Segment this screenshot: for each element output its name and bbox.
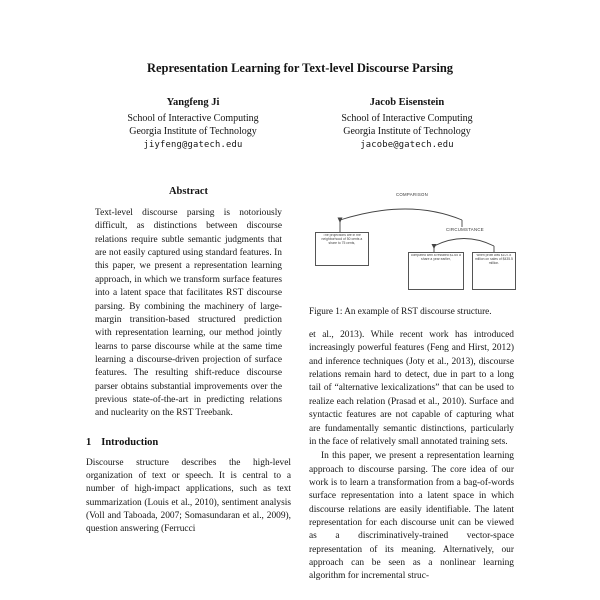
abstract-text: Text-level discourse parsing is notoriously difficult, as distinctions between discourse relations require subtle semantic judgments that are not easily captured using standard features. In this paper, we present a representation learning approach, in which we transform surface features into a latent space that facilitates RST discourse parsing. By combining the machinery of large-margin transition-based structured prediction with representation learning, our method jointly learns to parse discourse while at the same time learning a discourse-driven projection of surface features. The resulting shift-reduce discourse parser obtains substantial improvements over the previous state-of-the-art in predicting relations and nuclearity on the RST Treebank. (95, 208, 282, 419)
two-column-body (86, 178, 514, 584)
author-affiliation: School of Interactive Computing (341, 113, 473, 125)
right-column (309, 178, 514, 584)
author-affiliation: Georgia Institute of Technology (129, 126, 257, 138)
author-affiliation: School of Interactive Computing (127, 113, 259, 125)
author-name: Jacob Eisenstein (369, 97, 445, 109)
abstract-heading: Abstract (168, 186, 209, 198)
edu-box-1 (315, 232, 369, 266)
edu-text-1: The projections are in the neighborhood of 50 cents a share to 75 cents, (321, 234, 362, 246)
edu-box-2 (408, 252, 464, 290)
author-email: jiyfeng@gatech.edu (143, 140, 243, 151)
edu-text-2: compared with a restated $1.65 a share a year earlier, (410, 254, 461, 262)
edu-box-3 (472, 252, 516, 290)
section-title: Introduction (101, 436, 159, 448)
paper-title: Representation Learning for Text-level Discourse Parsing (146, 61, 454, 75)
edu-text-3: when profit was $107.8 million on sales of $435.5 million. (474, 254, 513, 266)
author-name: Yangfeng Ji (166, 97, 220, 109)
rst-discourse-diagram (312, 194, 512, 294)
right-column-text (309, 329, 514, 584)
section-number: 1 (86, 436, 92, 448)
intro-paragraph: Discourse structure describes the high-level organization of text or speech. It is central to a number of high-impact applications, such as text summarization (Louis et al., 2010), sentiment analysis (Voll and Taboada, 2007; Somasundaran et al., 2009), question answering (Ferrucci (86, 457, 291, 535)
author-1 (86, 96, 300, 152)
relation-label-comparison: COMPARISON (395, 193, 428, 198)
comparison-arc (340, 209, 462, 220)
figure-caption: Figure 1: An example of RST discourse structure. (309, 306, 492, 317)
author-block (86, 96, 514, 152)
figure-1 (309, 194, 514, 316)
author-2 (300, 96, 514, 152)
body-paragraph: In this paper, we present a representation learning approach to discourse parsing. The core idea of our work is to learn a transformation from a bag-of-words surface representation into a latent space in which discourse relations are easily identifiable. The latent representation for each discourse unit can be viewed as a discriminatively-trained vector-space representation of its meaning. Alternatively, our approach can be seen as a nonlinear learning algorithm for incremental struc- (309, 451, 514, 582)
section-heading-introduction (86, 437, 291, 448)
author-email: jacobe@gatech.edu (360, 140, 454, 151)
left-column (86, 178, 291, 584)
relation-label-circumstance: CIRCUMSTANCE (445, 228, 484, 233)
body-paragraph: et al., 2013). While recent work has introduced increasingly powerful features (Feng and Hirst, 2012) and inference techniques (Joty et al., 2013), discourse relations remain hard to detect, due in part to a long tail of “alternative lexicalizations” that can be used to realize each relation (Prasad et al., 2010). Surface and syntactic features are not capable of capturing what are fundamentally semantic distinctions, particularly in the face of relatively small annotated training sets. (309, 330, 514, 447)
page-content (86, 48, 514, 584)
circumstance-arc (434, 239, 494, 247)
author-affiliation: Georgia Institute of Technology (343, 126, 471, 138)
